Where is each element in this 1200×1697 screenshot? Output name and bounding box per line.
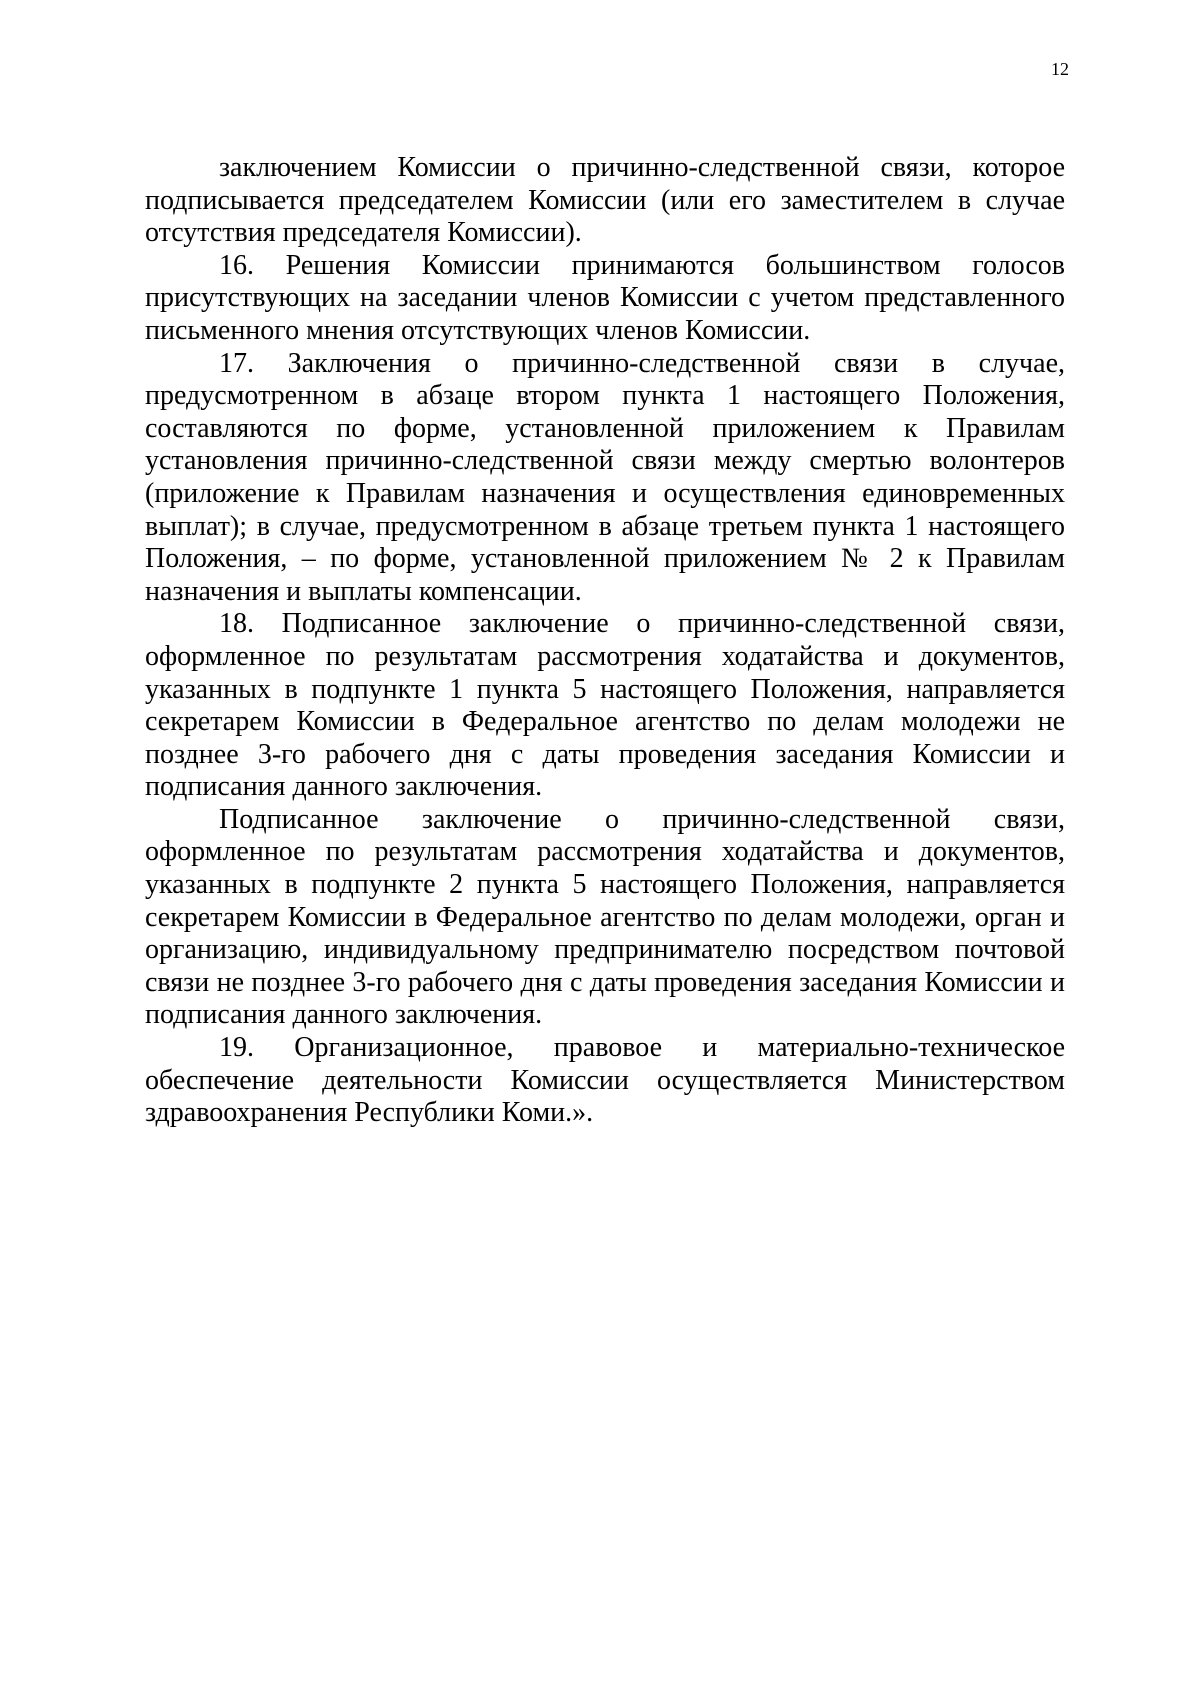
document-body [145,152,1065,1130]
paragraph-16: 16. Решения Комиссии принимаются большинством голосов присутствующих на заседании членов Комиссии с учетом представленного письменного мнения отсутствующих членов Комиссии. [145,249,1065,346]
paragraph-continuation: заключением Комиссии о причинно-следственной связи, которое подписывается председателем Комиссии (или его заместителем в случае отсутствия председателя Комиссии). [145,152,1065,249]
paragraph-17: 17. Заключения о причинно-следственной связи в случае, предусмотренном в абзаце втором пункта 1 настоящего Положения, составляются по форме, установленной приложением к Правилам установления причинно-следственной связи между смертью волонтеров (приложение к Правилам назначения и осуществления единовременных выплат); в случае, предусмотренном в абзаце третьем пункта 1 настоящего Положения, – по форме, установленной приложением № 2 к Правилам назначения и выплаты компенсации. [145,347,1065,607]
paragraph-18-second: Подписанное заключение о причинно-следственной связи, оформленное по результатам рассмотрения ходатайства и документов, указанных в подпункте 2 пункта 5 настоящего Положения, направляется секретарем Комиссии в Федеральное агентство по делам молодежи, орган и организацию, индивидуальному предпринимателю посредством почтовой связи не позднее 3-го рабочего дня с даты проведения заседания Комиссии и подписания данного заключения. [145,803,1065,1031]
page-number: 12 [1051,59,1069,79]
paragraph-18: 18. Подписанное заключение о причинно-следственной связи, оформленное по результатам рассмотрения ходатайства и документов, указанных в подпункте 1 пункта 5 настоящего Положения, направляется секретарем Комиссии в Федеральное агентство по делам молодежи не позднее 3-го рабочего дня с даты проведения заседания Комиссии и подписания данного заключения. [145,608,1065,803]
paragraph-19: 19. Организационное, правовое и материально-техническое обеспечение деятельности Комиссии осуществляется Министерством здравоохранения Республики Коми.». [145,1032,1065,1129]
